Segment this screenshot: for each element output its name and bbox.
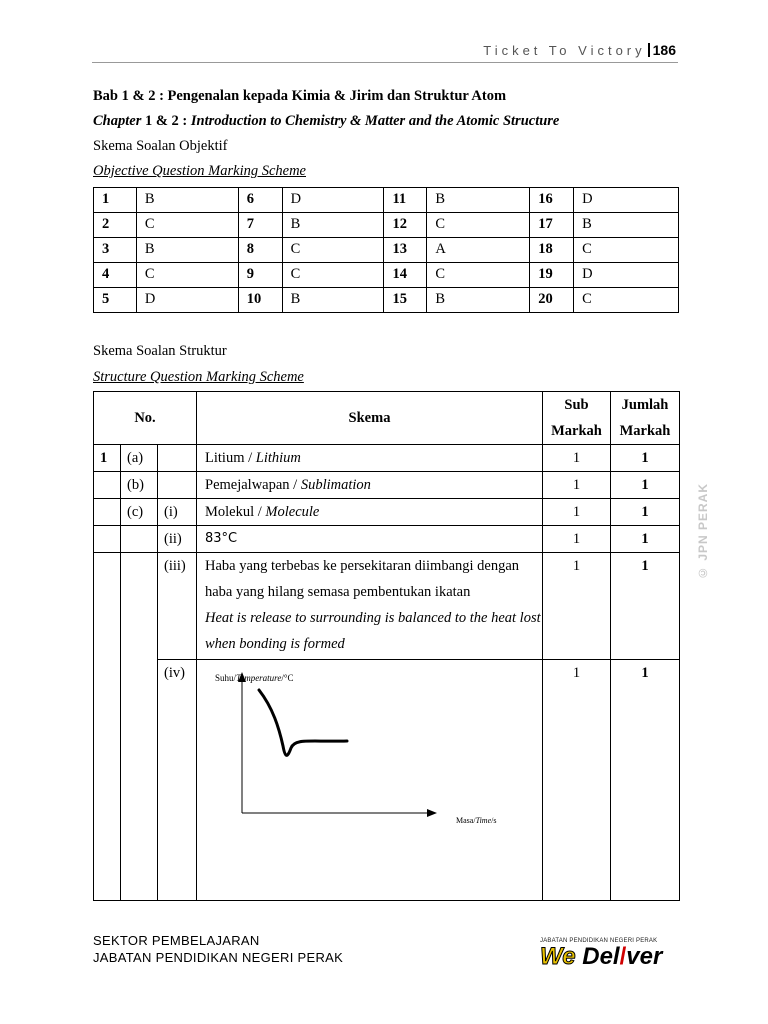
chapter-title-en: Chapter 1 & 2 : Introduction to Chemistry & Matter and the Atomic Structure (93, 113, 560, 129)
header-jumlah-markah: Jumlah Markah (611, 392, 680, 445)
question-number: 10 (238, 288, 282, 313)
answer-cell: Haba yang terbebas ke persekitaran diimbangi dengan haba yang hilang semasa pembentukan ikatan Heat is release to surrounding is balanced to the heat lost when bonding is formed (197, 553, 543, 660)
question-number: 8 (238, 238, 282, 263)
subpart-label: (ii) (158, 526, 197, 553)
question-number: 1 (94, 445, 121, 472)
objective-title-bm: Skema Soalan Objektif (93, 138, 228, 154)
answer-cell: Molekul / Molecule (197, 499, 543, 526)
question-number: 12 (384, 213, 427, 238)
structure-title-bm: Skema Soalan Struktur (93, 343, 227, 359)
answer-letter: D (574, 188, 679, 213)
answer-letter: C (136, 263, 238, 288)
objective-row (94, 263, 679, 288)
objective-row (94, 188, 679, 213)
watermark: © JPN PERAK (696, 482, 710, 580)
footer-line-2: JABATAN PENDIDIKAN NEGERI PERAK (93, 950, 344, 965)
answer-letter: B (427, 188, 530, 213)
structure-row (94, 553, 680, 660)
question-number: 2 (94, 213, 137, 238)
question-number: 13 (384, 238, 427, 263)
header-sub-markah: Sub Markah (543, 392, 611, 445)
part-label: (b) (121, 472, 158, 499)
answer-letter: B (282, 213, 384, 238)
structure-marking-table (93, 391, 680, 901)
answer-letter: D (282, 188, 384, 213)
subpart-label (158, 472, 197, 499)
sub-mark: 1 (543, 553, 611, 660)
structure-row (94, 526, 680, 553)
objective-title-en: Objective Question Marking Scheme (93, 163, 306, 179)
subpart-label: (iii) (158, 553, 197, 660)
answer-letter: B (574, 213, 679, 238)
objective-answer-table (93, 187, 679, 313)
page-header (483, 42, 676, 58)
answer-letter: C (136, 213, 238, 238)
subpart-label: (i) (158, 499, 197, 526)
answer-cell: Pemejalwapan / Sublimation (197, 472, 543, 499)
objective-row (94, 213, 679, 238)
total-mark: 1 (611, 526, 680, 553)
part-label: (a) (121, 445, 158, 472)
structure-row (94, 499, 680, 526)
answer-cell: 83°C (197, 526, 543, 553)
subpart-label: (iv) (158, 660, 197, 901)
part-label: (c) (121, 499, 158, 526)
subpart-label (158, 445, 197, 472)
cooling-curve (259, 690, 347, 755)
question-number: 3 (94, 238, 137, 263)
footer-line-1: SEKTOR PEMBELAJARAN (93, 933, 260, 948)
chapter-title-bm: Bab 1 & 2 : Pengenalan kepada Kimia & Jirim dan Struktur Atom (93, 88, 507, 104)
objective-row (94, 288, 679, 313)
sub-mark: 1 (543, 526, 611, 553)
answer-letter: B (136, 188, 238, 213)
header-separator (648, 43, 650, 57)
header-rule (92, 62, 678, 63)
x-axis-label: Masa/Time/s (456, 816, 497, 825)
question-number: 16 (530, 188, 574, 213)
header-title: Ticket To Victory (483, 43, 646, 58)
structure-title-en: Structure Question Marking Scheme (93, 369, 304, 385)
answer-letter: C (427, 263, 530, 288)
question-number: 9 (238, 263, 282, 288)
answer-letter: A (427, 238, 530, 263)
question-number: 5 (94, 288, 137, 313)
answer-letter: D (574, 263, 679, 288)
answer-letter: C (427, 213, 530, 238)
question-number: 6 (238, 188, 282, 213)
question-number: 17 (530, 213, 574, 238)
total-mark: 1 (611, 660, 680, 901)
structure-header-row (94, 392, 680, 445)
answer-cell: Litium / Lithium (197, 445, 543, 472)
sub-mark: 1 (543, 445, 611, 472)
question-number: 18 (530, 238, 574, 263)
y-axis-label: Suhu/Temperature/°C (215, 673, 294, 683)
header-no: No. (94, 392, 197, 445)
answer-letter: D (136, 288, 238, 313)
answer-letter: B (427, 288, 530, 313)
we-deliver-logo: JABATAN PENDIDIKAN NEGERI PERAK We Del/ver (540, 938, 663, 970)
answer-letter: C (282, 238, 384, 263)
question-number: 15 (384, 288, 427, 313)
total-mark: 1 (611, 553, 680, 660)
sub-mark: 1 (543, 499, 611, 526)
sub-mark: 1 (543, 472, 611, 499)
answer-letter: C (282, 263, 384, 288)
sub-mark: 1 (543, 660, 611, 901)
answer-letter: B (282, 288, 384, 313)
question-number: 4 (94, 263, 137, 288)
page-number: 186 (652, 42, 676, 58)
answer-letter: C (574, 288, 679, 313)
answer-letter: C (574, 238, 679, 263)
total-mark: 1 (611, 472, 680, 499)
question-number: 11 (384, 188, 427, 213)
header-skema: Skema (197, 392, 543, 445)
question-number: 20 (530, 288, 574, 313)
answer-graph-cell (197, 660, 543, 901)
question-number: 7 (238, 213, 282, 238)
objective-row (94, 238, 679, 263)
question-number: 1 (94, 188, 137, 213)
question-number: 19 (530, 263, 574, 288)
total-mark: 1 (611, 445, 680, 472)
question-number: 14 (384, 263, 427, 288)
structure-row (94, 660, 680, 901)
cooling-curve-graph (197, 660, 543, 900)
x-axis-arrow (427, 809, 437, 817)
page-footer (93, 932, 343, 966)
total-mark: 1 (611, 499, 680, 526)
structure-row (94, 445, 680, 472)
answer-letter: B (136, 238, 238, 263)
structure-row (94, 472, 680, 499)
